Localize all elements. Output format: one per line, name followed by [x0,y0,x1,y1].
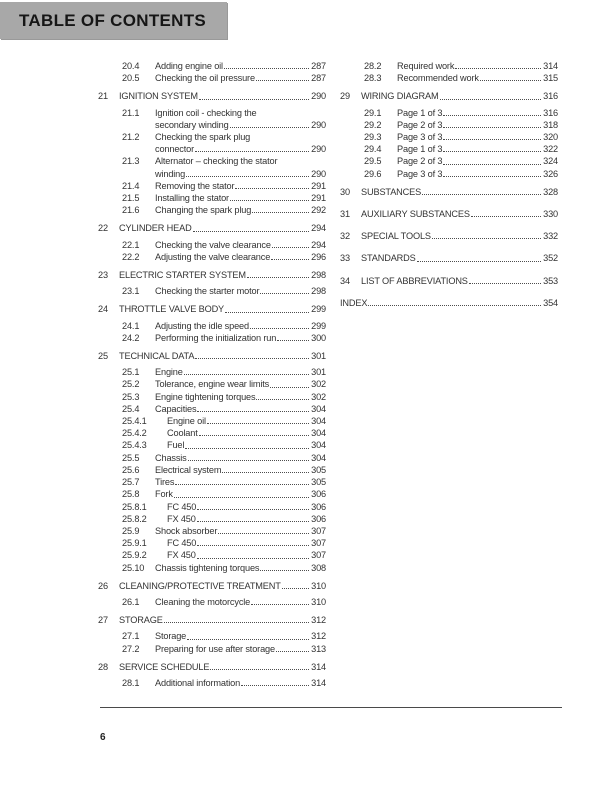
footer-divider [100,707,562,708]
toc-entry-title: Tires [155,477,175,488]
toc-entry-title: Cleaning the motorcycle [155,596,251,607]
toc-entry[interactable] [98,60,326,72]
dot-leader [443,151,541,152]
dot-leader [185,448,309,449]
dot-leader [282,588,309,589]
toc-entry-title: Removing the stator [155,180,235,191]
toc-entry-title: INDEX [340,297,368,308]
toc-entry-page-number: 322 [543,144,558,155]
dot-leader [455,68,541,69]
dot-leader [368,305,541,306]
toc-entry-title: Checking the starter motor [155,286,260,297]
dot-leader [230,200,309,201]
toc-entry-number: 29.2 [364,119,382,130]
dot-leader [197,411,309,412]
toc-entry-title: CYLINDER HEAD [119,223,192,234]
toc-entry-title: TECHNICAL DATA [119,351,195,362]
toc-entry-number: 25.4.2 [122,428,147,439]
toc-entry-page-number: 294 [311,223,326,234]
toc-entry-page-number: 326 [543,168,558,179]
dot-leader [199,99,309,100]
toc-chapter-entry[interactable] [98,222,326,234]
toc-entry-page-number: 299 [311,320,326,331]
toc-entry-title: Fuel [167,440,185,451]
toc-chapter-entry[interactable] [340,252,558,264]
dot-leader [235,188,309,189]
toc-entry-number: 29.3 [364,132,382,143]
dot-leader [471,216,541,217]
toc-entry[interactable] [98,452,326,464]
toc-entry[interactable] [340,131,558,143]
toc-entry-title: Tolerance, engine wear limits [155,379,270,390]
toc-entry-title: Required work [397,61,455,71]
toc-entry-number: 25.10 [122,562,145,573]
toc-entry-number: 25.9.2 [122,550,147,561]
toc-entry-page-number: 310 [311,596,326,607]
toc-entry-number: 21.3 [122,156,140,167]
toc-entry-number: 29.5 [364,156,382,167]
toc-chapter-entry[interactable] [340,230,558,242]
toc-entry-number: 23 [98,270,108,281]
toc-chapter-entry[interactable] [98,303,326,315]
toc-entry-title: Recommended work [397,73,479,84]
toc-entry-title: Adding engine oil [155,61,223,71]
dot-leader [256,399,309,400]
dot-leader [272,247,309,248]
dot-leader [270,387,309,388]
toc-entry-title: CLEANING/PROTECTIVE TREATMENT [119,580,281,591]
toc-entry[interactable] [98,391,326,403]
dot-leader [199,435,309,436]
toc-chapter-entry[interactable] [340,186,558,198]
toc-entry-title: STORAGE [119,615,163,626]
toc-entry-page-number: 290 [311,91,326,102]
toc-entry-title: Ignition coil - checking the [155,107,257,118]
toc-entry[interactable] [98,204,326,216]
toc-entry-number: 28 [98,661,108,672]
toc-entry[interactable] [98,677,326,689]
toc-entry-number: 22.1 [122,239,140,250]
toc-entry-title: Storage [155,631,187,642]
dot-leader [174,497,309,498]
toc-entry-title: Installing the stator [155,193,229,204]
dot-leader [197,545,309,546]
toc-entry-number: 23.1 [122,286,140,297]
toc-entry-page-number: 312 [311,615,326,626]
toc-entry-page-number: 304 [311,440,326,451]
toc-entry[interactable] [340,107,558,119]
dot-leader [241,685,309,686]
toc-entry-page-number: 298 [311,270,326,281]
dot-leader [210,669,309,670]
dot-leader [443,139,541,140]
toc-entry-page-number: 332 [543,231,558,242]
dot-leader [193,231,310,232]
toc-entry-page-number: 300 [311,332,326,343]
toc-entry-number: 21.5 [122,193,140,204]
toc-entry-number: 21.2 [122,132,140,143]
dot-leader [207,423,309,424]
toc-entry-title: THROTTLE VALVE BODY [119,304,225,315]
toc-entry-number: 33 [340,253,350,264]
toc-entry[interactable] [98,180,326,192]
dot-leader [250,328,309,329]
toc-entry[interactable] [340,155,558,167]
toc-entry-page-number: 301 [311,367,326,378]
toc-entry-number: 25.8 [122,489,140,500]
toc-entry[interactable] [98,155,326,179]
dot-leader [443,176,541,177]
dot-leader [186,176,309,177]
toc-entry-title: ELECTRIC STARTER SYSTEM [119,270,246,281]
toc-entry-page-number: 314 [543,61,558,71]
toc-entry[interactable] [340,72,558,84]
toc-chapter-entry[interactable] [98,90,326,102]
toc-entry-page-number: 290 [311,144,326,155]
toc-entry-page-number: 304 [311,416,326,427]
toc-entry-number: 29.6 [364,168,382,179]
toc-entry-page-number: 328 [543,186,558,197]
toc-entry-text [155,155,326,179]
toc-entry-number: 25.6 [122,464,140,475]
toc-entry-number: 28.2 [364,61,382,71]
toc-entry-number: 27.2 [122,643,140,654]
dot-leader [230,127,310,128]
toc-entry[interactable] [98,562,326,574]
toc-entry[interactable] [98,427,326,439]
toc-entry-number: 27.1 [122,631,140,642]
toc-entry-title: Changing the spark plug [155,205,252,216]
toc-entry-number: 25.8.2 [122,513,147,524]
toc-entry-page-number: 307 [311,538,326,549]
toc-entry[interactable] [98,476,326,488]
dot-leader [260,570,309,571]
toc-entry[interactable] [98,285,326,297]
toc-entry-page-number: 305 [311,464,326,475]
toc-entry-page-number: 316 [543,91,558,102]
toc-entry-number: 30 [340,186,350,197]
page-title: TABLE OF CONTENTS [19,10,207,30]
toc-entry-page-number: 324 [543,156,558,167]
toc-entry-page-number: 353 [543,275,558,286]
toc-entry-title: Page 1 of 3 [397,107,443,118]
toc-entry-title: Page 2 of 3 [397,119,443,130]
toc-entry-page-number: 307 [311,525,326,536]
toc-entry-number: 29.4 [364,144,382,155]
toc-entry-title: Coolant [167,428,198,439]
dot-leader [222,472,309,473]
toc-column-right [340,56,558,313]
toc-entry-title-continuation [155,143,326,155]
dot-leader [432,238,541,239]
dot-leader [164,622,309,623]
toc-entry-number: 28.1 [122,677,140,688]
toc-entry[interactable] [98,630,326,642]
page-number: 6 [100,732,106,743]
toc-entry-title: Preparing for use after storage [155,643,275,654]
toc-entry-page-number: 305 [311,477,326,488]
toc-entry-title: Engine [155,367,183,378]
toc-entry-title: Performing the initialization run [155,332,277,343]
toc-entry-title: LIST OF ABBREVIATIONS [361,275,468,286]
toc-entry-title-line2: connector [155,144,194,155]
dot-leader [218,533,309,534]
toc-entry-page-number: 307 [311,550,326,561]
toc-entry-number: 21 [98,91,108,102]
toc-entry-title: Capacities [155,403,197,414]
toc-entry-title: FX 450 [167,550,196,561]
dot-leader [188,460,309,461]
dot-leader [443,115,541,116]
toc-entry-number: 31 [340,209,350,220]
toc-entry[interactable] [98,537,326,549]
toc-entry-number: 28.3 [364,73,382,84]
toc-entry-title: Checking the valve clearance [155,239,271,250]
dot-leader [469,283,541,284]
dot-leader [225,312,309,313]
toc-entry-title: Chassis tightening torques [155,562,260,573]
toc-entry-number: 24.1 [122,320,140,331]
dot-leader [197,521,309,522]
toc-entry-title-continuation [155,168,326,180]
toc-entry[interactable] [98,107,326,131]
toc-entry-page-number: 304 [311,428,326,439]
toc-entry-page-number: 306 [311,489,326,500]
toc-entry-page-number: 287 [311,73,326,84]
toc-entry-page-number: 299 [311,304,326,315]
toc-entry-number: 25.9.1 [122,538,147,549]
toc-entry[interactable] [98,192,326,204]
toc-entry-number: 22.2 [122,251,140,262]
toc-entry-page-number: 302 [311,379,326,390]
toc-entry-page-number: 298 [311,286,326,297]
dot-leader [251,604,309,605]
toc-entry[interactable] [340,168,558,180]
toc-entry-page-number: 354 [543,297,558,308]
toc-entry-number: 21.6 [122,205,140,216]
toc-entry[interactable] [98,464,326,476]
dot-leader [195,358,309,359]
toc-chapter-entry[interactable] [340,208,558,220]
dot-leader [276,651,309,652]
toc-entry-number: 26 [98,580,108,591]
toc-entry-title: Engine tightening torques [155,391,256,402]
toc-entry[interactable] [98,403,326,415]
dot-leader [277,340,309,341]
toc-entry[interactable] [98,596,326,608]
dot-leader [422,194,541,195]
toc-entry[interactable] [98,332,326,344]
toc-entry[interactable] [98,488,326,500]
toc-chapter-entry[interactable] [340,275,558,287]
toc-entry[interactable] [340,297,558,309]
toc-entry-title: Page 1 of 3 [397,144,443,155]
toc-entry-title: Alternator – checking the stator [155,156,278,167]
toc-entry-page-number: 313 [311,643,326,654]
toc-entry-page-number: 320 [543,132,558,143]
toc-entry-title: Page 3 of 3 [397,168,443,179]
toc-entry-page-number: 294 [311,239,326,250]
toc-entry-title: IGNITION SYSTEM [119,91,198,102]
toc-entry-page-number: 302 [311,391,326,402]
toc-entry-number: 29 [340,91,350,102]
toc-entry-title: SPECIAL TOOLS [361,231,431,242]
toc-entry-title: Fork [155,489,173,500]
toc-entry-page-number: 291 [311,180,326,191]
toc-entry-number: 24 [98,304,108,315]
toc-chapter-entry[interactable] [340,90,558,102]
toc-column-left [98,56,326,689]
dot-leader [256,80,309,81]
toc-entry[interactable] [98,72,326,84]
toc-entry-page-number: 314 [311,677,326,688]
toc-entry-title: FC 450 [167,538,197,549]
toc-entry[interactable] [98,501,326,513]
toc-entry-title-line2: secondary winding [155,119,229,130]
dot-leader [252,212,309,213]
toc-entry[interactable] [98,366,326,378]
toc-chapter-entry[interactable] [98,350,326,362]
toc-entry-title: Shock absorber [155,525,218,536]
toc-entry-title: Adjusting the idle speed [155,320,249,331]
dot-leader [187,639,309,640]
toc-entry[interactable] [98,239,326,251]
toc-entry[interactable] [340,60,558,72]
toc-entry-number: 25 [98,351,108,362]
dot-leader [184,374,309,375]
toc-entry-page-number: 352 [543,253,558,264]
dot-leader [224,68,309,69]
toc-entry[interactable] [98,549,326,561]
toc-entry-title-line2: winding [155,168,186,179]
toc-entry[interactable] [340,119,558,131]
toc-entry[interactable] [98,513,326,525]
toc-entry-title: Page 2 of 3 [397,156,443,167]
dot-leader [197,509,309,510]
toc-entry-number: 25.2 [122,379,140,390]
toc-entry-number: 26.1 [122,596,140,607]
toc-entry-title: Checking the spark plug [155,132,251,143]
dot-leader [195,151,309,152]
toc-entry-number: 29.1 [364,107,382,118]
toc-entry-title: Chassis [155,452,187,463]
toc-entry-page-number: 290 [311,168,326,179]
dot-leader [443,127,541,128]
toc-entry-title: Additional information [155,677,241,688]
dot-leader [417,261,541,262]
toc-entry-title-continuation [155,119,326,131]
toc-entry-number: 25.1 [122,367,140,378]
toc-entry-title: WIRING DIAGRAM [361,91,439,102]
toc-entry-page-number: 316 [543,107,558,118]
toc-entry-page-number: 306 [311,513,326,524]
toc-entry[interactable] [98,251,326,263]
toc-entry-page-number: 292 [311,205,326,216]
toc-entry-title: SERVICE SCHEDULE [119,661,210,672]
toc-entry-page-number: 287 [311,61,326,71]
toc-entry-title: Checking the oil pressure [155,73,255,84]
page-header [0,2,227,39]
toc-entry-number: 21.4 [122,180,140,191]
toc-entry-page-number: 314 [311,661,326,672]
dot-leader [247,277,309,278]
toc-entry-number: 25.4.3 [122,440,147,451]
toc-entry[interactable] [98,643,326,655]
toc-chapter-entry[interactable] [98,580,326,592]
toc-entry-number: 32 [340,231,350,242]
toc-entry-number: 20.4 [122,61,140,71]
toc-entry-text [155,131,326,155]
toc-entry-title: Adjusting the valve clearance [155,251,271,262]
toc-entry-page-number: 291 [311,193,326,204]
toc-entry-title: Engine oil [167,416,206,427]
toc-entry-title: STANDARDS [361,253,416,264]
toc-entry-page-number: 304 [311,403,326,414]
toc-entry-number: 27 [98,615,108,626]
toc-chapter-entry[interactable] [98,614,326,626]
toc-entry-page-number: 290 [311,119,326,130]
toc-entry-page-number: 318 [543,119,558,130]
toc-entry-page-number: 312 [311,631,326,642]
toc-entry-title: FC 450 [167,501,197,512]
dot-leader [260,293,309,294]
toc-entry-number: 21.1 [122,107,140,118]
toc-entry[interactable] [98,378,326,390]
dot-leader [197,558,309,559]
toc-entry-number: 25.4.1 [122,416,147,427]
toc-chapter-entry[interactable] [98,269,326,281]
toc-entry-page-number: 304 [311,452,326,463]
toc-entry-page-number: 315 [543,73,558,84]
toc-entry[interactable] [98,415,326,427]
toc-entry-page-number: 308 [311,562,326,573]
toc-entry-number: 34 [340,275,350,286]
toc-entry[interactable] [98,439,326,451]
toc-entry-number: 25.8.1 [122,501,147,512]
toc-entry-number: 25.5 [122,452,140,463]
dot-leader [440,99,542,100]
toc-entry-number: 25.9 [122,525,140,536]
toc-entry-page-number: 306 [311,501,326,512]
toc-entry[interactable] [98,131,326,155]
dot-leader [271,259,309,260]
toc-entry-text [155,107,326,131]
toc-entry-number: 25.3 [122,391,140,402]
toc-entry[interactable] [340,143,558,155]
toc-entry-title: AUXILIARY SUBSTANCES [361,209,470,220]
toc-entry-title: Page 3 of 3 [397,132,443,143]
dot-leader [175,484,309,485]
toc-entry-title: SUBSTANCES [361,186,422,197]
toc-entry-page-number: 310 [311,580,326,591]
toc-entry-page-number: 301 [311,351,326,362]
toc-entry-number: 25.7 [122,477,140,488]
toc-entry-page-number: 330 [543,209,558,220]
toc-entry-number: 24.2 [122,332,140,343]
toc-entry-title: FX 450 [167,513,196,524]
dot-leader [480,80,541,81]
toc-entry-page-number: 296 [311,251,326,262]
dot-leader [443,164,541,165]
toc-entry-number: 25.4 [122,403,140,414]
toc-entry-number: 22 [98,223,108,234]
toc-entry-title: Electrical system [155,464,222,475]
toc-chapter-entry[interactable] [98,661,326,673]
toc-entry[interactable] [98,320,326,332]
toc-entry-number: 20.5 [122,73,140,84]
toc-entry[interactable] [98,525,326,537]
